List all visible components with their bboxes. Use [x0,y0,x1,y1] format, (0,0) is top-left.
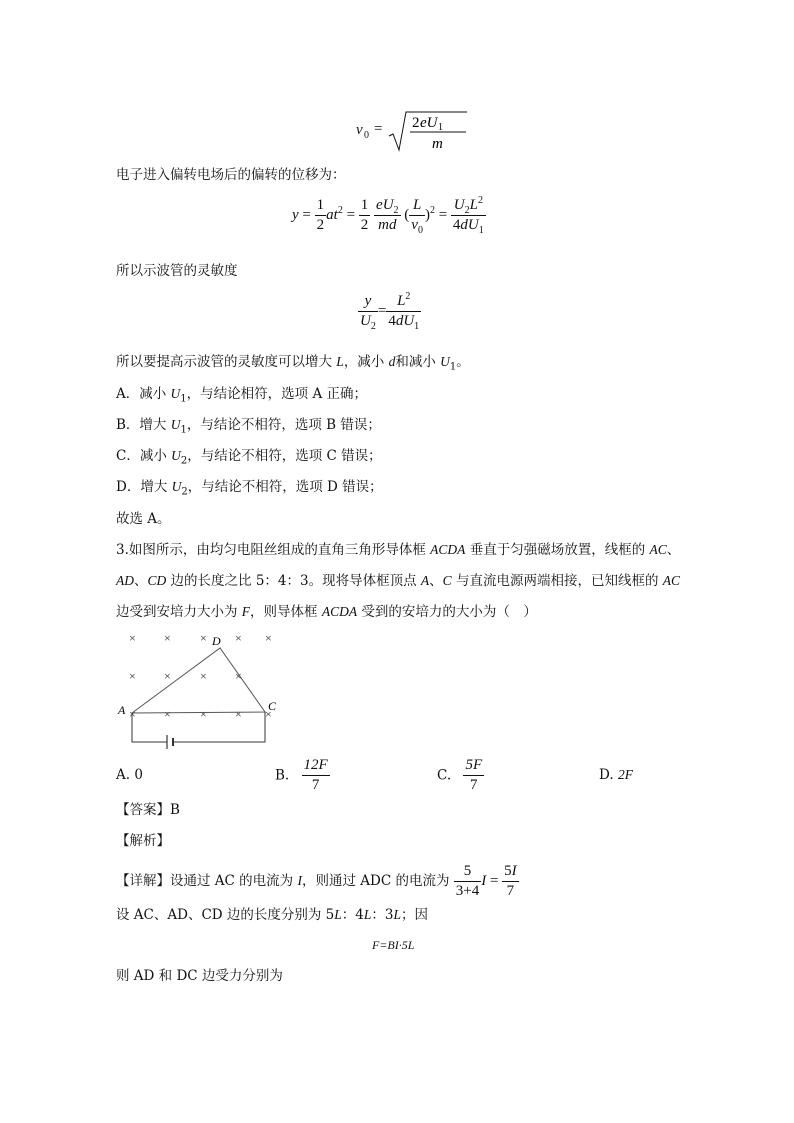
magnetic-field-marks [129,631,272,721]
question3-line3: 边受到安培力大小为 F，则导体框 ACDA 受到的安培力的大小为（ ） [116,604,537,620]
text-lengths: 设 AC、AD、CD 边的长度分别为 5L：4L：3L；因 [116,907,429,923]
triangle-circuit-figure [112,626,292,750]
analysis-option-c: C．减小 $U_2$，与结论不相符，选项 C 错误； [116,448,382,467]
text-sensitivity: 所以示波管的灵敏度 [116,263,238,279]
equation-F: F=BI·5L [372,938,415,952]
svg-text:×: × [164,631,171,645]
question3-line2: AD、CD 边的长度之比 5：4：3。现将导体框顶点 A、C 与直流电源两端相接，已知线框的 AC [116,573,681,589]
svg-text:×: × [200,707,207,721]
svg-text:A: A [118,703,126,717]
svg-text:×: × [164,707,171,721]
equation-y: y = $\frac{1}{2}$ $at^2$ = $\frac{1}{2}$ $\frac{eU_2}{md}$ ( $\frac{L}{v_0}$ )$^2$ = $\frac{U_2L^2}{4dU_1}$ [292,195,484,236]
equation-sensitivity: $\frac{y}{U_2}$ = $\frac{L^2}{4dU_1}$ [360,291,420,332]
choice-c: C. $\frac{5F}{7}$ [437,757,483,793]
text-improve: 所以要提高示波管的灵敏度可以增大 L，减小 d和减小 $U_1$。 [116,354,470,373]
svg-text:×: × [129,707,136,721]
svg-text:×: × [235,669,242,683]
question3-line1: 3.如图所示，由均匀电阻丝组成的直角三角形导体框 ACDA 垂直于匀强磁场放置，线框的 AC、 [116,542,681,558]
choice-b: B. $\frac{12F}{7}$ [275,757,328,793]
svg-text:D: D [212,634,221,648]
svg-text:eU: eU [420,115,438,131]
svg-text:×: × [235,631,242,645]
answer-line: 【答案】B [116,802,180,818]
svg-text:×: × [200,631,207,645]
detail-line: 【详解】设通过 AC 的电流为 I，则通过 ADC 的电流为 $\frac{5}{3+4}$ I = $\frac{5I}{7}$ [116,863,517,899]
analysis-option-b: B．增大 $U_1$，与结论不相符，选项 B 错误； [116,417,381,436]
svg-text:C: C [268,699,277,713]
analysis-heading: 【解析】 [116,833,170,849]
svg-text:×: × [265,707,272,721]
svg-text:×: × [129,669,136,683]
svg-text:×: × [129,631,136,645]
text-choose: 故选 A。 [116,511,171,527]
choice-d: D. 2F [599,767,633,783]
choice-a: A. 0 [116,767,143,783]
svg-text:×: × [164,669,171,683]
analysis-option-d: D．增大 $U_2$，与结论不相符，选项 D 错误； [116,479,383,498]
sqrt-sign [388,110,468,154]
svg-text:×: × [235,707,242,721]
analysis-option-a: A．减小 $U_1$，与结论相符，选项 A 正确； [116,386,368,405]
svg-text:×: × [265,631,272,645]
svg-text:×: × [200,669,207,683]
text-deflect-intro: 电子进入偏转电场后的偏转的位移为： [116,167,346,183]
text-forces: 则 AD 和 DC 边受力分别为 [116,968,283,984]
svg-text:2: 2 [412,115,420,131]
svg-text:m: m [432,136,443,152]
svg-text:1: 1 [438,122,443,133]
